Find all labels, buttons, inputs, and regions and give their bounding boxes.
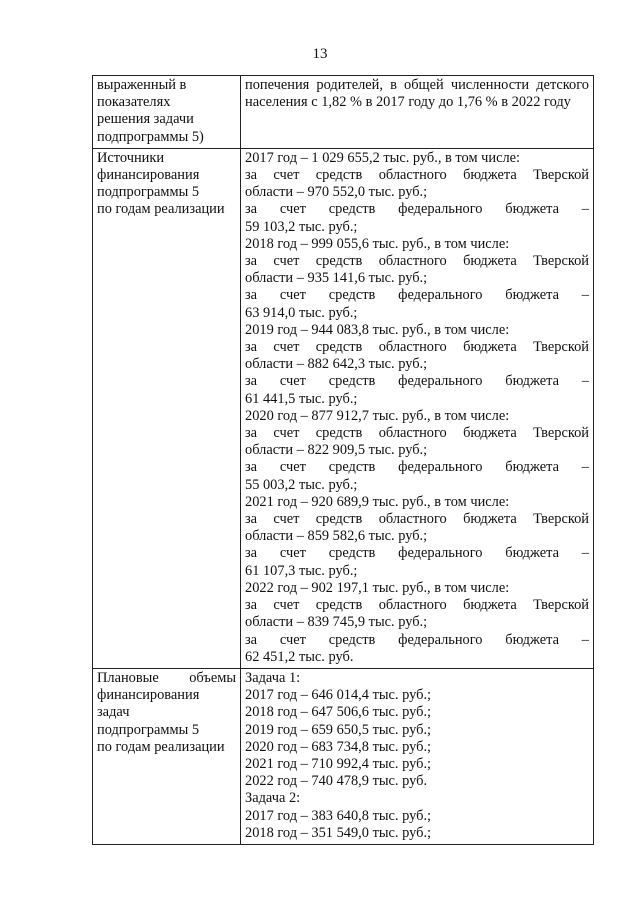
label-line: подпрограммы 5 <box>97 721 200 738</box>
value-line: попечения родителей, в общей численности детского <box>245 77 589 93</box>
row-value-cell <box>241 76 594 149</box>
value-line: области – 882 642,3 тыс. руб.; <box>245 356 428 373</box>
value-line: 2019 год – 659 650,5 тыс. руб.; <box>245 721 432 738</box>
value-line: 63 914,0 тыс. руб.; <box>245 304 358 321</box>
value-line: Задача 1: <box>245 669 301 686</box>
row-label-cell <box>93 668 241 844</box>
label-line: выраженный в <box>97 77 187 93</box>
label-line: Источники <box>97 149 165 166</box>
value-line: 61 441,5 тыс. руб.; <box>245 390 358 407</box>
value-line: области – 822 909,5 тыс. руб.; <box>245 442 428 459</box>
value-line: 2018 год – 647 506,6 тыс. руб.; <box>245 704 432 721</box>
value-line: 62 451,2 тыс. руб. <box>245 648 354 665</box>
page-number: 13 <box>312 46 328 62</box>
value-line: за счет средств областного бюджета Тверской <box>245 597 589 614</box>
value-line: за счет средств областного бюджета Тверской <box>245 511 589 528</box>
value-line: за счет средств областного бюджета Тверской <box>245 339 589 356</box>
row-value-cell <box>241 148 594 668</box>
table-row <box>93 148 594 668</box>
value-line: 2020 год – 683 734,8 тыс. руб.; <box>245 738 432 755</box>
label-line: финансирования <box>97 167 200 184</box>
table-row <box>93 76 594 149</box>
row-label-cell <box>93 76 241 149</box>
row-value-cell <box>241 668 594 844</box>
value-line: 2018 год – 351 549,0 тыс. руб.; <box>245 824 432 841</box>
value-line: 2017 год – 1 029 655,2 тыс. руб., в том числе: <box>245 149 521 166</box>
table-body <box>93 76 594 845</box>
value-line: 55 003,2 тыс. руб.; <box>245 476 358 493</box>
label-line: финансирования <box>97 687 200 704</box>
value-line: за счет средств федерального бюджета – <box>245 459 589 476</box>
value-line: 2022 год – 740 478,9 тыс. руб. <box>245 773 428 790</box>
value-line: за счет средств федерального бюджета – <box>245 287 589 304</box>
label-line: Плановые объемы <box>97 669 236 686</box>
value-line: области – 839 745,9 тыс. руб.; <box>245 614 428 631</box>
value-line: области – 970 552,0 тыс. руб.; <box>245 184 428 201</box>
value-line: населения с 1,82 % в 2017 году до 1,76 % в 2022 году <box>245 94 571 111</box>
value-line: за счет средств областного бюджета Тверской <box>245 425 589 442</box>
value-line: за счет средств федерального бюджета – <box>245 631 589 648</box>
value-line: 2017 год – 646 014,4 тыс. руб.; <box>245 687 432 704</box>
value-line: 59 103,2 тыс. руб.; <box>245 218 358 235</box>
label-line: подпрограммы 5) <box>97 128 204 145</box>
label-line: решения задачи <box>97 111 194 128</box>
value-line: за счет средств федерального бюджета – <box>245 373 589 390</box>
value-line: за счет средств областного бюджета Тверской <box>245 253 589 270</box>
passport-table <box>92 75 594 845</box>
label-line: по годам реализации <box>97 201 225 218</box>
label-line: по годам реализации <box>97 738 225 755</box>
value-line: 2022 год – 902 197,1 тыс. руб., в том числе: <box>245 579 510 596</box>
value-line: 2017 год – 383 640,8 тыс. руб.; <box>245 807 432 824</box>
value-line: области – 935 141,6 тыс. руб.; <box>245 270 428 287</box>
label-line: задач <box>97 704 130 721</box>
value-line: за счет средств федерального бюджета – <box>245 201 589 218</box>
row-label-cell <box>93 148 241 668</box>
value-line: 2021 год – 920 689,9 тыс. руб., в том числе: <box>245 493 510 510</box>
value-line: области – 859 582,6 тыс. руб.; <box>245 528 428 545</box>
label-line: подпрограммы 5 <box>97 184 200 201</box>
value-line: за счет средств областного бюджета Тверской <box>245 167 589 184</box>
label-line: показателях <box>97 94 171 111</box>
value-line: 2020 год – 877 912,7 тыс. руб., в том числе: <box>245 407 510 424</box>
value-line: 2018 год – 999 055,6 тыс. руб., в том числе: <box>245 235 510 252</box>
value-line: за счет средств федерального бюджета – <box>245 545 589 562</box>
value-line: 2021 год – 710 992,4 тыс. руб.; <box>245 755 432 772</box>
value-line: Задача 2: <box>245 790 301 807</box>
table-row <box>93 668 594 844</box>
value-line: 2019 год – 944 083,8 тыс. руб., в том числе: <box>245 321 510 338</box>
value-line: 61 107,3 тыс. руб.; <box>245 562 358 579</box>
